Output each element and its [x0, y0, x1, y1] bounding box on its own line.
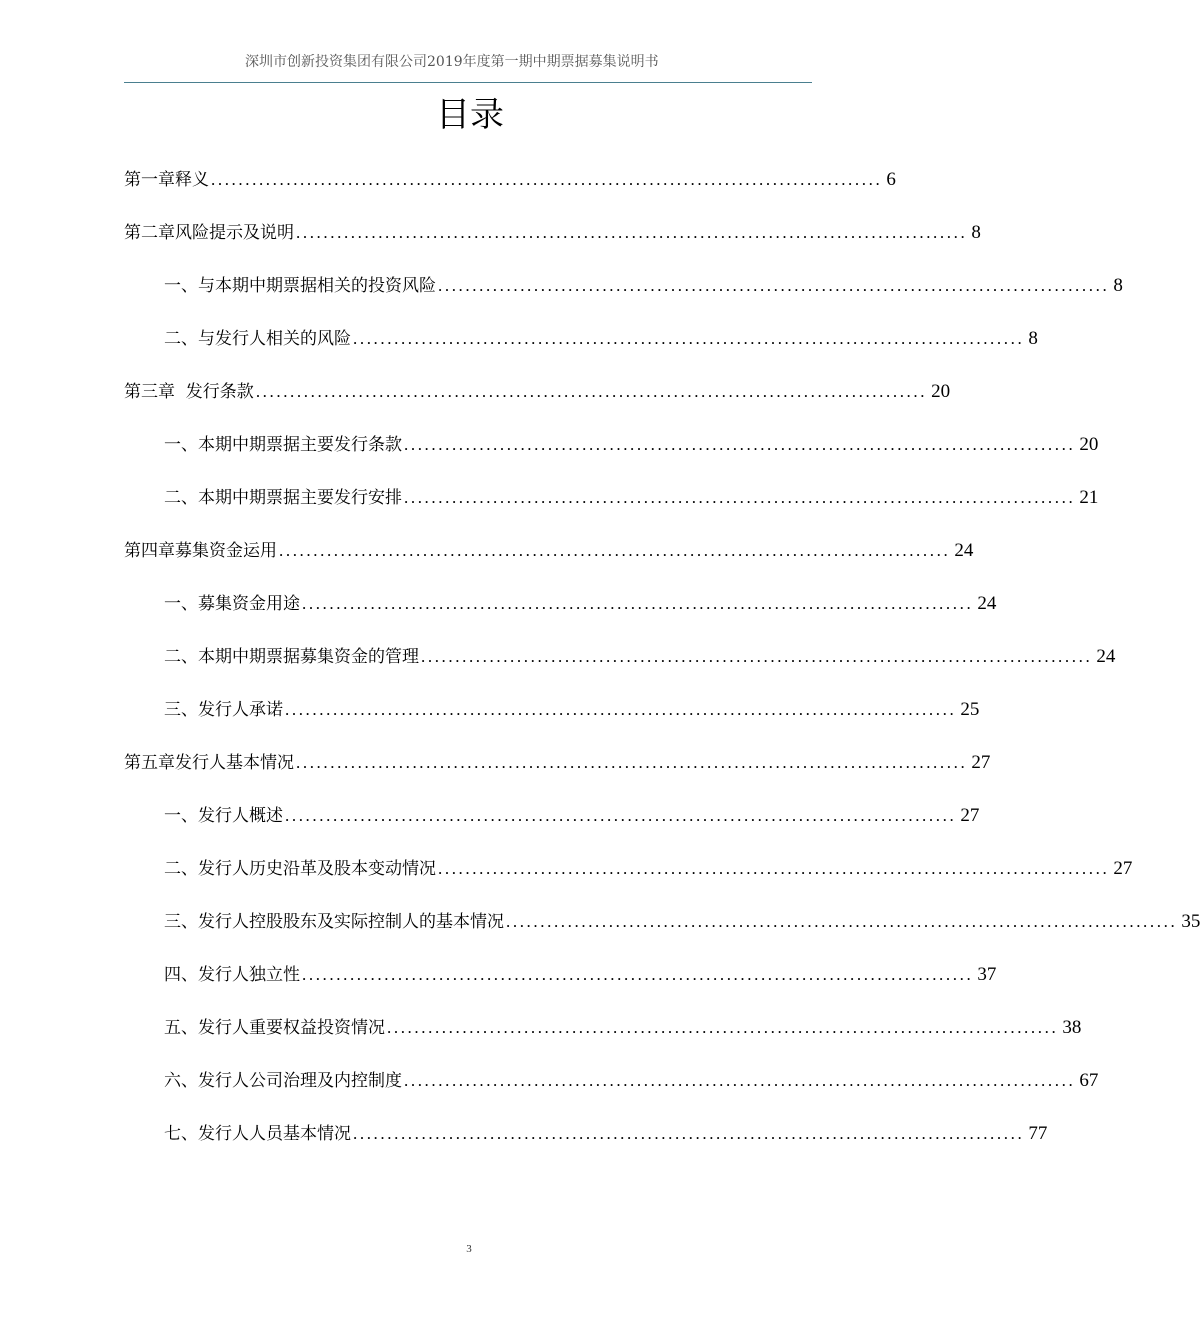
dot-leader: .................................................................................................. — [404, 1071, 1076, 1090]
header-divider — [124, 82, 812, 83]
dot-leader: .................................................................................................. — [279, 541, 951, 560]
toc-entry-text: 与本期中期票据相关的投资风险 — [198, 276, 436, 296]
toc-page-number: 20 — [931, 381, 951, 402]
toc-entry-section[interactable] — [164, 907, 1200, 937]
toc-entry-text: 本期中期票据募集资金的管理 — [198, 647, 419, 667]
dot-leader: .................................................................................................. — [296, 223, 968, 242]
toc-page-number: 8 — [1113, 275, 1123, 296]
toc-entry-text: 本期中期票据主要发行安排 — [198, 488, 402, 508]
toc-entry-text: 发行人重要权益投资情况 — [198, 1018, 385, 1038]
toc-entry-text: 募集资金用途 — [198, 594, 300, 614]
toc-entry-chapter-1[interactable] — [124, 165, 896, 195]
toc-entry-text: 发行人公司治理及内控制度 — [198, 1071, 402, 1091]
toc-page-number: 8 — [971, 222, 981, 243]
page-number: 3 — [466, 1243, 472, 1255]
toc-page-number: 35 — [1181, 911, 1200, 932]
page-title: 目录 — [436, 95, 504, 135]
toc-entry-chapter-3[interactable] — [124, 377, 951, 407]
toc-entry-section[interactable] — [164, 430, 1099, 460]
dot-leader: .................................................................................................. — [353, 329, 1025, 348]
toc-page-number: 6 — [886, 169, 896, 190]
dot-leader: .................................................................................................. — [438, 276, 1110, 295]
toc-section-number: 二、 — [164, 329, 198, 349]
toc-page-number: 27 — [971, 752, 991, 773]
toc-page-number: 27 — [1113, 858, 1133, 879]
toc-section-number: 一、 — [164, 594, 198, 614]
dot-leader: .................................................................................................. — [302, 594, 974, 613]
toc-entry-section[interactable] — [164, 483, 1099, 513]
toc-entry-text: 发行人概述 — [198, 806, 283, 826]
toc-entry-section[interactable] — [164, 695, 980, 725]
toc-page-number: 24 — [954, 540, 974, 561]
dot-leader: .................................................................................................. — [353, 1124, 1025, 1143]
toc-entry-section[interactable] — [164, 642, 1116, 672]
toc-page-number: 38 — [1062, 1017, 1082, 1038]
toc-entry-section[interactable] — [164, 854, 1133, 884]
toc-section-number: 二、 — [164, 647, 198, 667]
toc-section-number: 三、 — [164, 700, 198, 720]
toc-page-number: 8 — [1028, 328, 1038, 349]
toc-entry-chapter-4[interactable] — [124, 536, 974, 566]
toc-section-number: 二、 — [164, 488, 198, 508]
toc-page-number: 67 — [1079, 1070, 1099, 1091]
toc-entry-text: 第四章募集资金运用 — [124, 541, 277, 561]
toc-page-number: 37 — [977, 964, 997, 985]
dot-leader: .................................................................................................. — [421, 647, 1093, 666]
toc-entry-section[interactable] — [164, 960, 997, 990]
toc-entry-text: 第一章释义 — [124, 170, 209, 190]
toc-page-number: 77 — [1028, 1123, 1048, 1144]
dot-leader: .................................................................................................. — [404, 488, 1076, 507]
dot-leader: .................................................................................................. — [211, 170, 883, 189]
toc-entry-chapter-2[interactable] — [124, 218, 981, 248]
toc-entry-section[interactable] — [164, 271, 1123, 301]
toc-section-number: 六、 — [164, 1071, 198, 1091]
toc-entry-text: 发行人控股股东及实际控制人的基本情况 — [198, 912, 504, 932]
toc-entry-section[interactable] — [164, 1013, 1082, 1043]
toc-entry-text: 发行人承诺 — [198, 700, 283, 720]
toc-section-number: 二、 — [164, 859, 198, 879]
dot-leader: .................................................................................................. — [296, 753, 968, 772]
toc-page-number: 21 — [1079, 487, 1099, 508]
dot-leader: .................................................................................................. — [302, 965, 974, 984]
toc-entry-chapter-5[interactable] — [124, 748, 991, 778]
dot-leader: .................................................................................................. — [387, 1018, 1059, 1037]
toc-entry-section[interactable] — [164, 589, 997, 619]
toc-section-number: 一、 — [164, 806, 198, 826]
toc-entry-section[interactable] — [164, 1066, 1099, 1096]
toc-page-number: 24 — [1096, 646, 1116, 667]
toc-entry-section[interactable] — [164, 801, 980, 831]
toc-page-number: 27 — [960, 805, 980, 826]
toc-entry-section[interactable] — [164, 324, 1038, 354]
toc-entry-text: 第三章 发行条款 — [124, 382, 254, 402]
dot-leader: .................................................................................................. — [255, 382, 928, 401]
dot-leader: .................................................................................................. — [285, 700, 957, 719]
toc-section-number: 七、 — [164, 1124, 198, 1144]
toc-page-number: 25 — [960, 699, 980, 720]
toc-entry-text: 本期中期票据主要发行条款 — [198, 435, 402, 455]
toc-entry-section[interactable] — [164, 1119, 1048, 1149]
toc-entry-text: 第二章风险提示及说明 — [124, 223, 294, 243]
toc-page-number: 20 — [1079, 434, 1099, 455]
toc-section-number: 五、 — [164, 1018, 198, 1038]
toc-section-number: 一、 — [164, 276, 198, 296]
toc-entry-text: 发行人历史沿革及股本变动情况 — [198, 859, 436, 879]
toc-section-number: 四、 — [164, 965, 198, 985]
dot-leader: .................................................................................................. — [438, 859, 1110, 878]
toc-entry-text: 与发行人相关的风险 — [198, 329, 351, 349]
toc-page-number: 24 — [977, 593, 997, 614]
dot-leader: .................................................................................................. — [285, 806, 957, 825]
dot-leader: .................................................................................................. — [506, 912, 1178, 931]
toc-entry-text: 第五章发行人基本情况 — [124, 753, 294, 773]
toc-section-number: 三、 — [164, 912, 198, 932]
toc-entry-text: 发行人人员基本情况 — [198, 1124, 351, 1144]
toc-entry-text: 发行人独立性 — [198, 965, 300, 985]
toc-section-number: 一、 — [164, 435, 198, 455]
running-header: 深圳市创新投资集团有限公司2019年度第一期中期票据募集说明书 — [245, 54, 659, 70]
dot-leader: .................................................................................................. — [404, 435, 1076, 454]
